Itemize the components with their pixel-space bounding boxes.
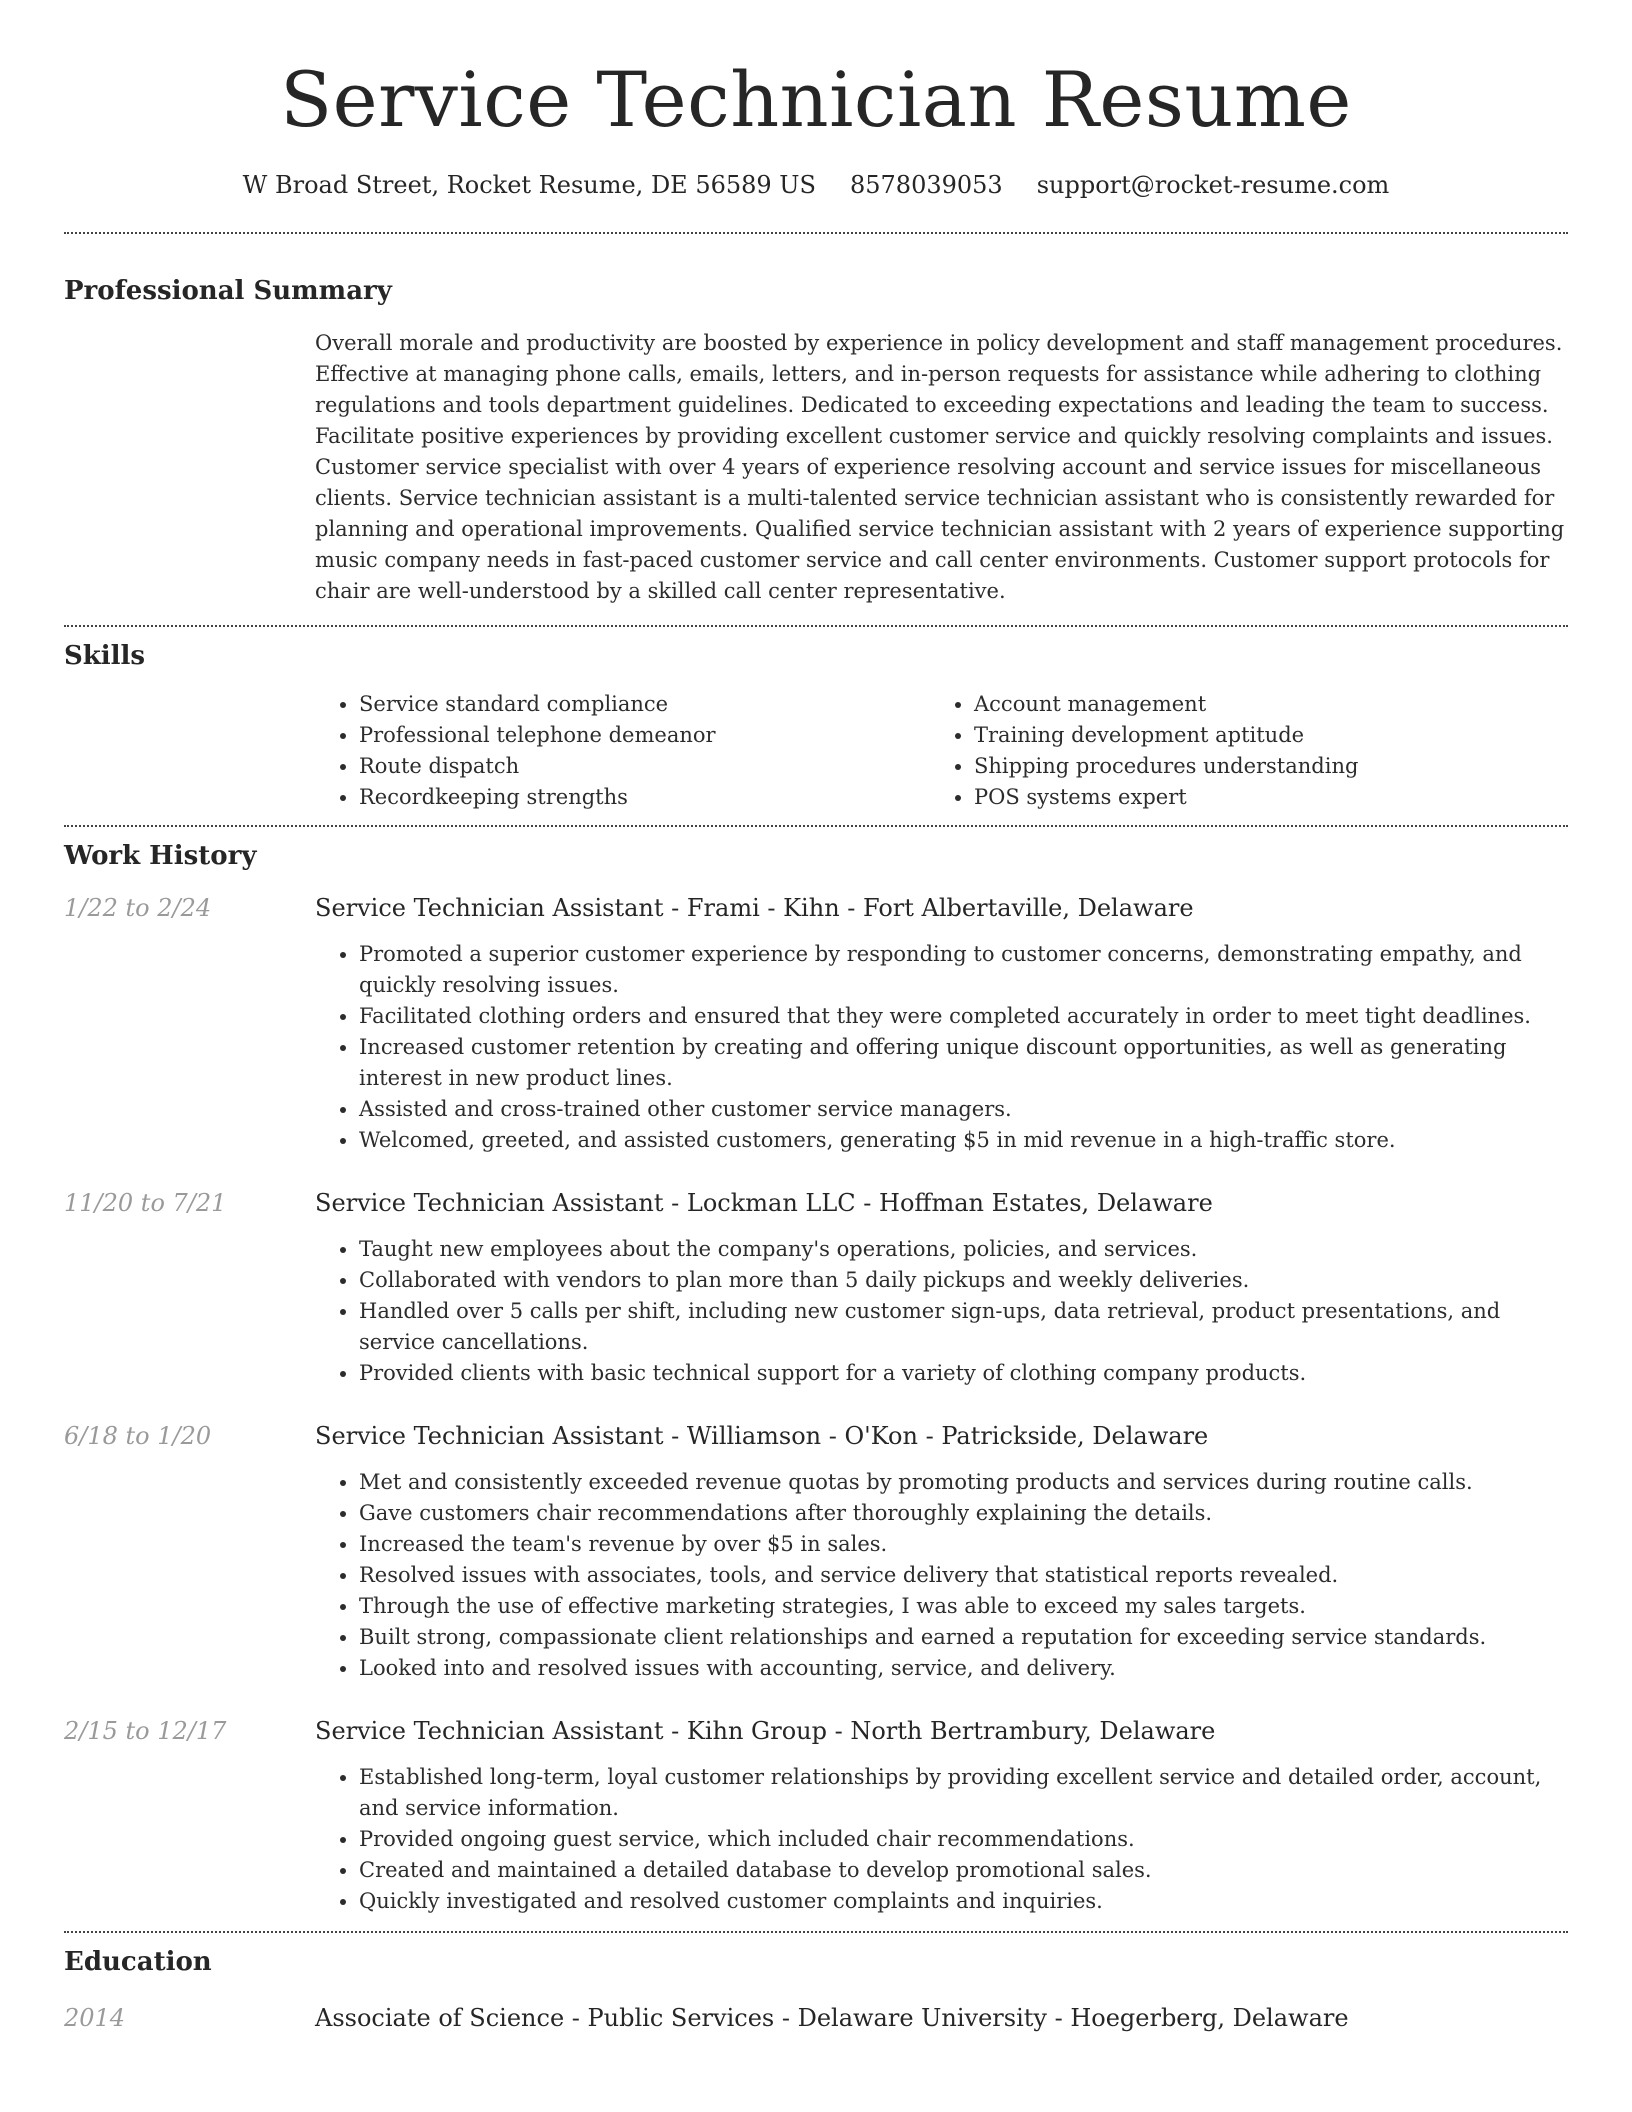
job-bullet: • Created and maintained a detailed database to develop promotional sales.: [359, 1855, 1568, 1886]
job-bullet: • Built strong, compassionate client relationships and earned a reputation for exceeding service standards.: [359, 1622, 1568, 1653]
job-bullet: • Gave customers chair recommendations after thoroughly explaining the details.: [359, 1498, 1568, 1529]
skill-item: • POS systems expert: [974, 782, 1358, 813]
contact-email: support@rocket-resume.com: [1036, 171, 1390, 199]
section-heading-education: Education: [64, 1947, 212, 1977]
job-title: Service Technician Assistant - Kihn Group - North Bertrambury, Delaware: [315, 1717, 1216, 1745]
section-heading-work-history: Work History: [64, 841, 257, 871]
skill-item: • Shipping procedures understanding: [974, 751, 1358, 782]
job-bullet: • Established long-term, loyal customer relationships by providing excellent service and detailed order, account, and service information.: [359, 1762, 1568, 1824]
summary-section: [64, 234, 1568, 625]
job-bullet: • Facilitated clothing orders and ensured that they were completed accurately in order to meet tight deadlines.: [359, 1001, 1568, 1032]
job-bullet: • Through the use of effective marketing strategies, I was able to exceed my sales targets.: [359, 1591, 1568, 1622]
work-history-section: [64, 827, 1568, 1931]
resume-title: Service Technician Resume: [280, 55, 1352, 144]
section-heading-skills: Skills: [64, 641, 146, 671]
summary-text: Overall morale and productivity are boosted by experience in policy development and staff management procedures. Effective at managing phone calls, emails, letters, and in-person requests for assistance while adhering to clothing regulations and tools department guidelines. Dedicated to exceeding expectations and leading the team to success. Facilitate positive experiences by providing excellent customer service and quickly resolving complaints and issues. Customer service specialist with over 4 years of experience resolving account and service issues for miscellaneous clients. Service technician assistant is a multi-talented service technician assistant who is consistently rewarded for planning and operational improvements. Qualified service technician assistant with 2 years of experience supporting music company needs in fast-paced customer service and call center environments. Customer support protocols for chair are well-understood by a skilled call center representative.: [315, 331, 1565, 603]
job-title: Service Technician Assistant - Williamson - O'Kon - Patrickside, Delaware: [315, 1422, 1209, 1450]
education-date: 2014: [64, 2004, 126, 2032]
job-bullet: • Promoted a superior customer experience by responding to customer concerns, demonstrating empathy, and quickly resolving issues.: [359, 939, 1568, 1001]
job-entry: [64, 891, 1568, 1156]
contact-address: W Broad Street, Rocket Resume, DE 56589 US: [242, 171, 816, 199]
job-bullets: [315, 1467, 1568, 1684]
job-bullet: • Assisted and cross-trained other customer service managers.: [359, 1094, 1568, 1125]
contact-phone: 8578039053: [849, 171, 1003, 199]
job-bullet: • Provided ongoing guest service, which included chair recommendations.: [359, 1824, 1568, 1855]
skill-item: • Professional telephone demeanor: [359, 720, 930, 751]
job-bullet: • Met and consistently exceeded revenue quotas by promoting products and services during routine calls.: [359, 1467, 1568, 1498]
job-date: 11/20 to 7/21: [64, 1189, 227, 1217]
skills-section: [64, 627, 1568, 825]
skill-item: • Training development aptitude: [974, 720, 1358, 751]
job-entry: [64, 1186, 1568, 1389]
contact-line: [64, 168, 1568, 202]
job-entry: [64, 1714, 1568, 1917]
skill-item: • Service standard compliance: [359, 689, 930, 720]
job-bullet: • Welcomed, greeted, and assisted customers, generating $5 in mid revenue in a high-traffic store.: [359, 1125, 1568, 1156]
skills-column-right: [930, 689, 1358, 813]
job-body: [315, 1714, 1568, 1917]
job-bullet: • Collaborated with vendors to plan more than 5 daily pickups and weekly deliveries.: [359, 1265, 1568, 1296]
job-body: [315, 1419, 1568, 1684]
job-body: [315, 891, 1568, 1156]
job-bullet: • Handled over 5 calls per shift, including new customer sign-ups, data retrieval, product presentations, and service cancellations.: [359, 1296, 1568, 1358]
job-date: 6/18 to 1/20: [64, 1422, 212, 1450]
education-body: [315, 2001, 1568, 2035]
education-title: Associate of Science - Public Services - Delaware University - Hoegerberg, Delaware: [315, 2004, 1349, 2032]
job-entry: [64, 1419, 1568, 1684]
job-bullet: • Quickly investigated and resolved customer complaints and inquiries.: [359, 1886, 1568, 1917]
education-entry: [64, 2001, 1568, 2035]
section-heading-summary: Professional Summary: [64, 276, 392, 306]
job-bullet: • Increased the team's revenue by over $5 in sales.: [359, 1529, 1568, 1560]
education-section: [64, 1933, 1568, 2035]
job-date: 1/22 to 2/24: [64, 894, 212, 922]
job-title: Service Technician Assistant - Lockman LLC - Hoffman Estates, Delaware: [315, 1189, 1213, 1217]
job-bullets: [315, 1234, 1568, 1389]
job-title: Service Technician Assistant - Frami - Kihn - Fort Albertaville, Delaware: [315, 894, 1194, 922]
job-body: [315, 1186, 1568, 1389]
job-bullet: • Taught new employees about the company's operations, policies, and services.: [359, 1234, 1568, 1265]
job-bullet: • Resolved issues with associates, tools, and service delivery that statistical reports revealed.: [359, 1560, 1568, 1591]
job-bullet: • Increased customer retention by creating and offering unique discount opportunities, as well as generating interest in new product lines.: [359, 1032, 1568, 1094]
job-bullets: [315, 1762, 1568, 1917]
skill-item: • Route dispatch: [359, 751, 930, 782]
job-date: 2/15 to 12/17: [64, 1717, 227, 1745]
skill-item: • Recordkeeping strengths: [359, 782, 930, 813]
skills-list: [315, 689, 1568, 825]
job-bullet: • Looked into and resolved issues with accounting, service, and delivery.: [359, 1653, 1568, 1684]
skills-column-left: [315, 689, 930, 813]
job-bullets: [315, 939, 1568, 1156]
skill-item: • Account management: [974, 689, 1358, 720]
job-bullet: • Provided clients with basic technical support for a variety of clothing company products.: [359, 1358, 1568, 1389]
